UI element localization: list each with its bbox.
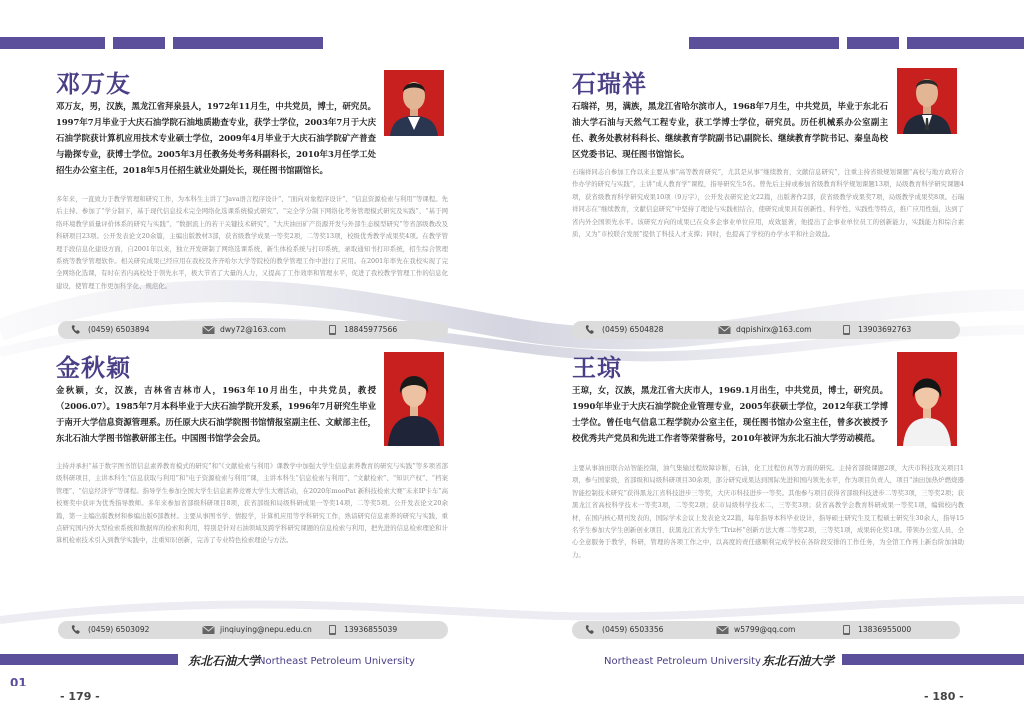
contact-mobile: [326, 621, 397, 639]
contact-mobile: [840, 321, 911, 339]
phone-icon: [70, 625, 83, 635]
mobile-number: 13903692763: [858, 325, 912, 334]
contact-phone: [584, 621, 663, 639]
mobile-phone-icon: [840, 325, 853, 335]
mobile-number: 13836955000: [858, 625, 912, 634]
profile-name: 石瑞祥: [572, 70, 647, 98]
email-address[interactable]: dwy72@163.com: [220, 325, 286, 334]
corner-mark: 01: [10, 676, 27, 686]
portrait-image: [384, 70, 444, 136]
profile-photo: [384, 352, 444, 446]
envelope-icon: [716, 625, 729, 635]
envelope-icon: [718, 325, 731, 335]
contact-bar: [572, 621, 960, 639]
phone-icon: [70, 325, 83, 335]
footer-bar: [0, 654, 178, 665]
university-name-en: Northeast Petroleum University: [604, 656, 761, 667]
university-name-en: Northeast Petroleum University: [258, 656, 415, 667]
profile-photo: [384, 70, 444, 136]
phone-number: (0459) 6503356: [602, 625, 664, 634]
profile-bio: 金秋颖，女，汉族，吉林省吉林市人，1963年10月出生，中共党员，教授（2006.07）。1985年7月本科毕业于大庆石油学院开发系，1996年7月研究生毕业于南开大学信息资源管理系。历任原大庆石油学院图书馆情报室副主任、文献部主任，东北石油大学图书馆教研部主任。中国图书馆学会会员。: [56, 385, 376, 443]
footer-bar: [842, 654, 1024, 665]
phone-icon: [584, 325, 597, 335]
page-number: - 179 -: [60, 690, 100, 703]
envelope-icon: [202, 625, 215, 635]
contact-phone: [584, 321, 663, 339]
university-logo-cn: 东北石油大学: [762, 654, 835, 668]
phone-number: (0459) 6504828: [602, 325, 664, 334]
portrait-image: [897, 352, 957, 446]
profile-bio: 石瑞祥，男，满族，黑龙江省哈尔滨市人，1968年7月生，中共党员，毕业于东北石油大学石油与天然气工程专业，获工学博士学位，研究员。历任机械系办公室副主任、教务处教材科科长、继续教育学院副书记\副院长、继续教育学院书记、秦皇岛校区党委书记、现任图书馆馆长。: [572, 101, 888, 159]
contact-email: [718, 321, 812, 339]
contact-email: [202, 621, 312, 639]
mobile-number: 18845977566: [344, 325, 398, 334]
profile-name: 王琼: [572, 354, 622, 382]
university-logo-cn: 东北石油大学: [188, 654, 261, 668]
contact-email: [716, 621, 795, 639]
contact-mobile: [326, 321, 397, 339]
phone-number: (0459) 6503092: [88, 625, 150, 634]
profile-bio: 王琼，女，汉族，黑龙江省大庆市人，1969.1月出生，中共党员，博士，研究员。1990年毕业于大庆石油学院企业管理专业，2005年获硕士学位，2012年获工学博士学位。曾任电气信息工程学院办公室主任，现任图书馆办公室主任，曾多次被授予校优秀共产党员和先进工作者等荣誉称号，2010年被评为东北石油大学劳动模范。: [572, 385, 888, 443]
right-page: [512, 0, 1024, 723]
email-address[interactable]: dqpishirx@163.com: [736, 325, 812, 334]
phone-number: (0459) 6503894: [88, 325, 150, 334]
mobile-phone-icon: [326, 625, 339, 635]
profile-bio: 邓万友，男，汉族，黑龙江省拜泉县人，1972年11月生，中共党员，博士，研究员。1997年7月毕业于大庆石油学院石油地质勘查专业，获学士学位，2003年7月于大庆石油学院获计算机应用技术专业硕士学位，2009年4月毕业于大庆石油学院矿产普查与勘探专业，获博士学位。2005年3月任教务处考务科副科长，2010年3月任学工处招生办公室主任，2018年5月任招生就业处副处长，现任图书馆副馆长。: [56, 101, 376, 175]
contact-bar: [58, 321, 448, 339]
profile-body: 多年来，一直致力于教学管理和研究工作，为本科生主讲了“Java语言程序设计”、“面向对象程序设计”、“信息资源检索与利用”等课程。先后主持、参加了“学分制下，基于现代信息技术完全网络化选课系统模式研究”、“完全学分制下网络化考务管理模式研究及实践”、“基于网络环境教学质量评价体系的研究与实践”、“数据流上的若干关键技术研究”、“大庆油田矿产资源开发与外部生态模型研究”等省部级教改及科研项目23项。公开发表论文20余篇，主编出版教材3部，获省级教学成果一等奖2项，二等奖13项，校级优秀教学成果奖4项。在教学管理手段信息化建设方面，自2001年以来，独立开发研制了网络选课系统，新生体检系统与打印系统，录取通知书打印系统，招生综合管理系统等教学管理软件。相关研究成果已经应用在我校及齐齐哈尔大学等院校的教学管理工作中进行了应用。在2001年率先在我校实现了完全网络化选课，有时在省内高校处于领先水平，极大节省了大量的人力，又提高了工作效率和管理水平，促进了我校教学管理工作的信息化建设，使管理工作更加科学化、规范化。: [56, 195, 448, 290]
mobile-number: 13936855039: [344, 625, 398, 634]
profile-name: 金秋颖: [56, 354, 131, 382]
contact-mobile: [840, 621, 911, 639]
contact-email: [202, 321, 286, 339]
contact-bar: [58, 621, 448, 639]
contact-bar: [572, 321, 960, 339]
phone-icon: [584, 625, 597, 635]
profile-body: 石瑞祥同志自参加工作以来主要从事“高等教育研究”，尤其是从事“继续教育，文献信息研究”，注重主持省级规划课题“高校与地方政府合作办学的研究与实践”，主讲“成人教育学”课程，指导研究生5名。曾先后主持或参加省级教育科学规划课题13项，局级教育科学研究课题4项，获省级教育科学研究成果10项（9万字），公开发表研究论文22篇，出版著作2部，获省级教学成果奖7项，局级教学成果奖8项。石瑞祥同志在“继续教育，文献信息研究”中坚持了理论与实践相结合，使研究成果具有创新性、科学性、实践性等特点，推广应用性强，达到了省内外全国领先水平。该研究方向的成果已在众多企事业单位应用，成效显著，他提出了企事业单位员工的创新能力，实践能力和综合素质，又为“市校联合发展”提供了科技人才支撑；同时，也提高了学校的办学水平和社会效益。: [572, 168, 964, 239]
mobile-phone-icon: [840, 625, 853, 635]
portrait-image: [897, 68, 957, 134]
profile-body: 主持并承担“基于数字图书馆信息素养教育模式的研究”和“《文献检索与利用》课教学中加强大学生信息素养教育的研究与实践”等多项省部级科研项目，主讲本科生“信息获取与利用”和“电子资源检索与利用”课，主讲本科生“信息检索与利用”、“文献检索”、“知识产权”、“档案管理”、“信息经济学”等课程。指导学生参加全国大学生信息素养竞赛大学生大赛活动，在2020年mooPat 新科技检索大赛“未来IP卡车”高校赛奖中获评为优秀指导教师。多年来参加省部级科研项目8项，获省部级和局级科研成果一等奖14项，二等奖5项。公开发表论文20余篇，第一主编出版教材和参编出版6部教材。主要从事图书学、情报学，计算机应用等学科研究工作，熟谙研究信息素养的研究与实践，重点研究国内外大型检索系统和数据库的检索和利用，特别是针对石油领域及跨学科研究课题的信息检索与利用，把先进的信息检索理论和计算机检索技术引入到教学实践中，注重知识创新，完善了专业特色检索理论与方法。: [56, 462, 448, 545]
contact-phone: [70, 321, 149, 339]
contact-phone: [70, 621, 149, 639]
email-address[interactable]: jinqiuying@nepu.edu.cn: [220, 625, 312, 634]
portrait-image: [384, 352, 444, 446]
envelope-icon: [202, 325, 215, 335]
profile-photo: [897, 352, 957, 446]
page-number: - 180 -: [924, 690, 964, 703]
email-address[interactable]: w5799@qq.com: [734, 625, 796, 634]
mobile-phone-icon: [326, 325, 339, 335]
profile-photo: [897, 68, 957, 134]
profile-body: 主要从事油田联合站智能控制，油气集输过程故障诊断，石油，化工过程仿真等方面的研究。主持省部级课题2项，大庆市科技攻关项目1项，参与国家级，省部级和局级科研项目30余项，部分研究成果达到国际先进和国内领先水平，作为项目负责人，项目“油田加热炉燃烧器智能控制技术研究”获得黑龙江省科技进步三等奖，大庆市科技进步一等奖。其他参与项目获得省部级科技进步二等奖3项，三等奖2项；获黑龙江省高校科学技术一等奖3项，二等奖2项；获市局级科学技术二，三等奖3项；获省高教学会教育科研成果一等奖1项，编辑校内教材，在国内核心期刊发表的，国际学术会议上发表论文22篇，每年指导本科毕业设计，指导硕士研究生及工程硕士研究生30余人，指导15名学生参加大学生创新创业项目，获黑龙江省大学生“Triz杯”创新方法大赛二等奖2项，三等奖1项，成果转化奖1项。带领办公室人员，全心全意服务于教学，科研，管理的各项工作之中，以高度的责任感顺利完成学校在各阶段安排的工作任务，为全馆工作再上新台阶加油助力。: [572, 464, 964, 559]
profile-name: 邓万友: [56, 70, 131, 98]
